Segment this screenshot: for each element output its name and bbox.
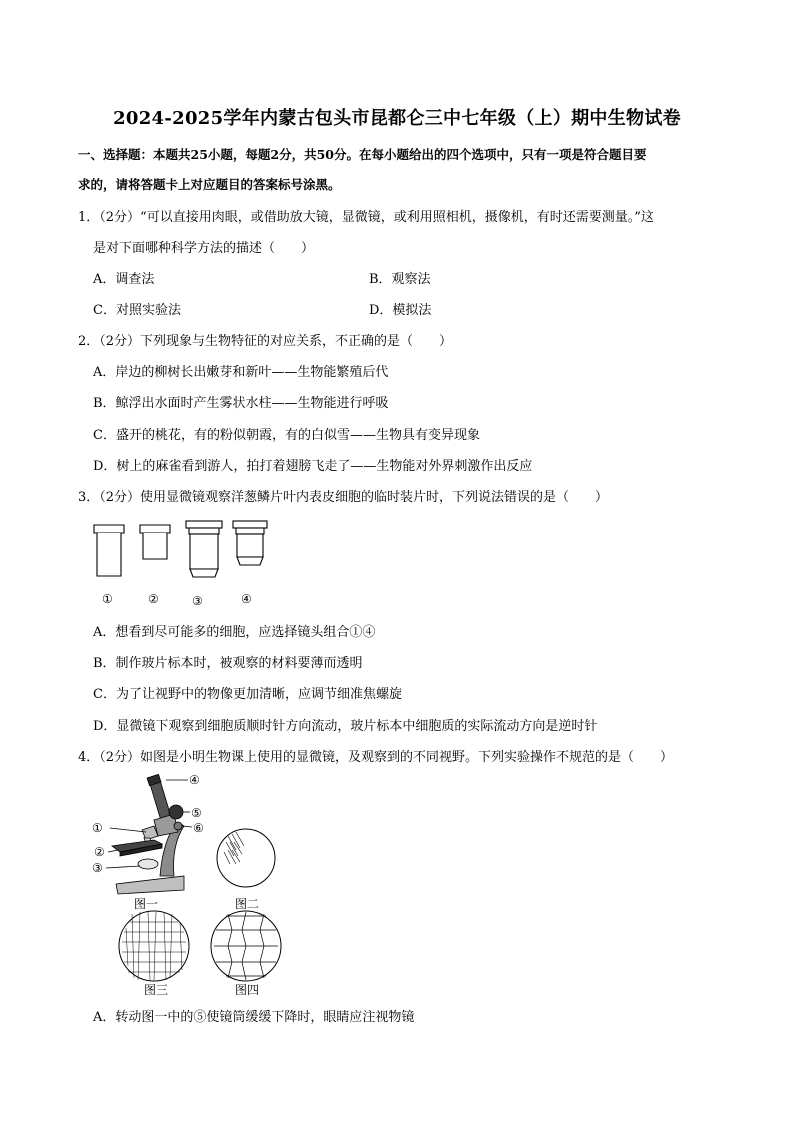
q2-option-c[interactable]: C．盛开的桃花，有的粉似朝霞，有的白似雪——生物具有变异现象 [93,428,480,443]
microscope-label-3: ③ [92,861,103,875]
q1-option-b[interactable]: B．观察法 [369,272,431,287]
q3-option-c[interactable]: C．为了让视野中的物像更加清晰，应调节细准焦螺旋 [93,687,402,702]
microscope-label-6: ⑥ [193,821,204,835]
microscope-label-2: ② [94,845,105,859]
q3-option-d[interactable]: D．显微镜下观察到细胞质顺时针方向流动，玻片标本中细胞质的实际流动方向是逆时针 [93,719,598,734]
eyepiece-1-rim [94,525,124,533]
q4-stem: 4．（2分）如图是小明生物课上使用的显微镜，及观察到的不同视野。下列实验操作不规范的是（ ） [78,750,674,765]
q1-stem-line2: 是对下面哪种科学方法的描述（ ） [93,241,315,256]
q3-option-a[interactable]: A．想看到尽可能多的细胞，应选择镜头组合①④ [93,625,376,640]
eyepiece-2-rim [140,525,170,533]
q1-stem-line1: 1．（2分）“可以直接用肉眼，或借助放大镜，显微镜，或利用照相机，摄像机，有时还需要测量。”这 [78,210,654,225]
lens-label-3: ③ [192,594,203,608]
section-instructions-line2: 求的，请将答题卡上对应题目的答案标号涂黑。 [78,177,341,192]
field-of-view-2 [217,829,275,887]
q1-option-a[interactable]: A．调查法 [93,272,155,287]
field-of-view-3 [119,911,189,981]
objective-4-top [233,521,267,528]
caption-fig2: 图二 [235,897,260,911]
eyepiece-1-tube [97,533,121,576]
lens-figure [88,515,288,610]
microscope-label-1: ① [92,821,103,835]
microscope-label-5: ⑤ [191,806,202,820]
microscope-figure [88,772,328,1002]
q3-option-b[interactable]: B．制作玻片标本时，被观察的材料要薄而透明 [93,656,363,671]
caption-fig3: 图三 [144,983,169,997]
page-title: 2024-2025学年内蒙古包头市昆都仑三中七年级（上）期中生物试卷 [113,108,681,129]
q1-option-c[interactable]: C．对照实验法 [93,303,181,318]
q2-option-b[interactable]: B．鲸浮出水面时产生雾状水柱——生物能进行呼吸 [93,396,389,411]
caption-fig4: 图四 [235,983,260,997]
microscope-label-4: ④ [189,773,200,787]
objective-3-top [186,521,222,528]
q4-option-a[interactable]: A．转动图一中的⑤使镜筒缓缓下降时，眼睛应注视物镜 [93,1010,415,1025]
lens-label-2: ② [148,592,159,606]
q1-option-d[interactable]: D．模拟法 [369,303,432,318]
lens-label-4: ④ [241,592,252,606]
microscope [106,774,192,894]
q2-option-d[interactable]: D．树上的麻雀看到游人，拍打着翅膀飞走了——生物能对外界刺激作出反应 [93,459,533,474]
lens-label-1: ① [102,592,113,606]
field-of-view-4 [211,911,281,981]
caption-fig1: 图一 [134,897,159,911]
section-instructions-line1: 一、选择题：本题共25小题，每题2分，共50分。在每小题给出的四个选项中，只有一项是符合题目要 [78,147,647,162]
eyepiece-2-tube [143,533,167,559]
q3-stem: 3．（2分）使用显微镜观察洋葱鳞片叶内表皮细胞的临时装片时，下列说法错误的是（ ） [78,490,609,505]
q2-stem: 2．（2分）下列现象与生物特征的对应关系，不正确的是（ ） [78,334,453,349]
q2-option-a[interactable]: A．岸边的柳树长出嫩芽和新叶——生物能繁殖后代 [93,365,389,380]
